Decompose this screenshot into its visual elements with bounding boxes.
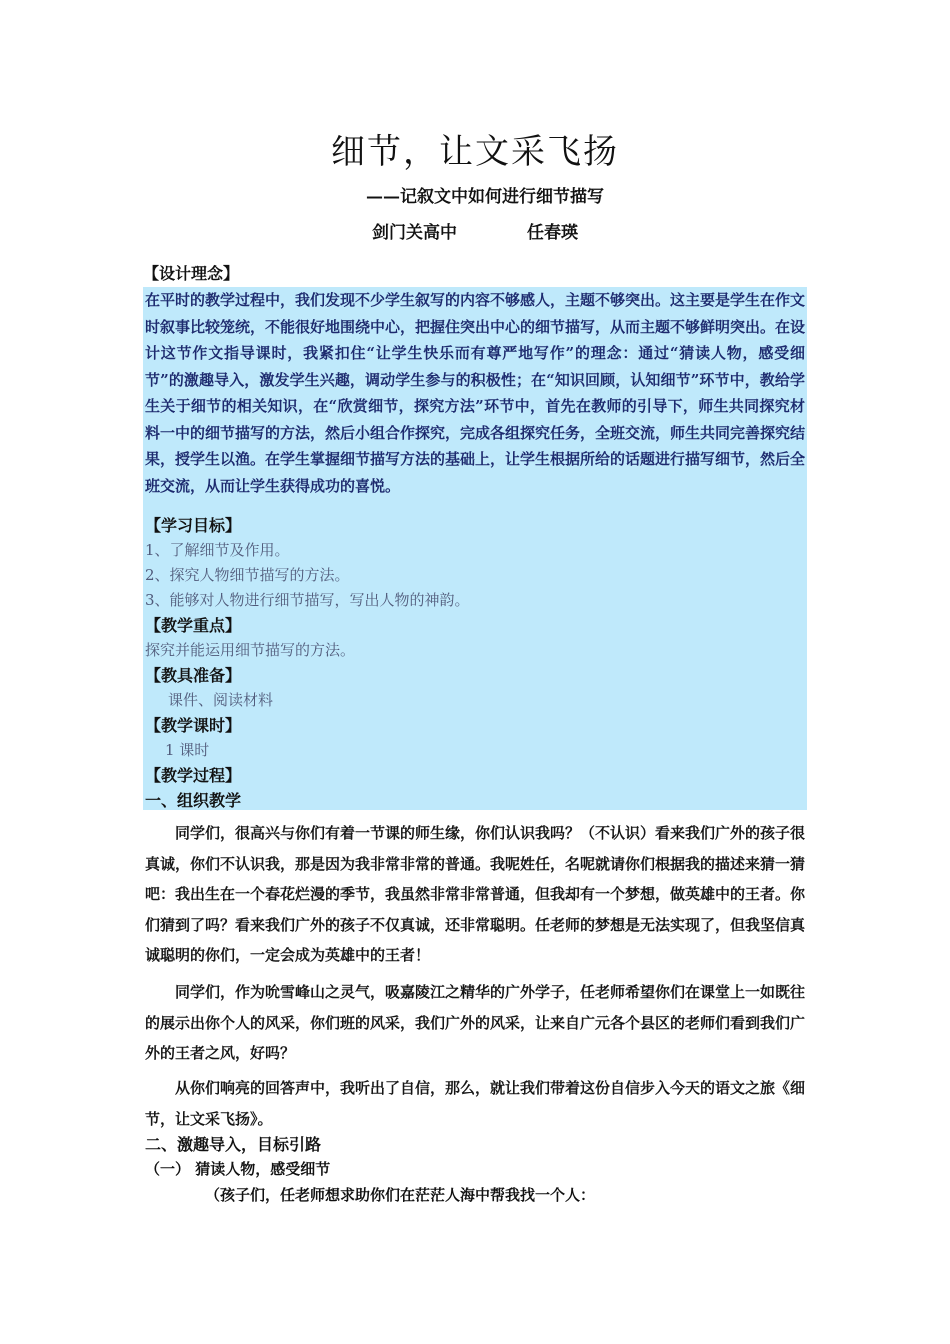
document-title: 细节，让文采飞扬 <box>331 132 619 172</box>
subsection-1-text: （孩子们，任老师想求助你们在茫茫人海中帮我找一个人： <box>205 1186 596 1204</box>
process-label: 【教学过程】 <box>145 766 242 785</box>
design-concept-text: 在平时的教学过程中，我们发现不少学生叙写的内容不够感人，主题不够突出。这主要是学生在作文时叙事比较笼统，不能很好地围绕中心，把握住突出中心的细节描写，从而主题不够鲜明突出。在设计这节作文指导课时，我紧扣住“让学生快乐而有尊严地写作”的理念：通过“猜读人物，感受细节”的激趣导入，激发学生兴趣，调动学生参与的积极性；在“知识回顾，认知细节”环节中，教给学生关于细节的相关知识，在“欣赏细节，探究方法”环节中，首先在教师的引导下，师生共同探究材料一中的细节描写的方法，然后小组合作探究，完成各组探究任务，全班交流，师生共同完善探究结果，授学生以渔。在学生掌握细节描写方法的基础上，让学生根据所给的话题进行描写细节，然后全班交流，从而让学生获得成功的喜悦。 <box>145 291 806 495</box>
author-line <box>0 218 950 243</box>
document-subtitle: ——记叙文中如何进行细节描写 <box>366 187 604 207</box>
author-name: 任春瑛 <box>526 223 578 243</box>
hours-text: 1 课时 <box>165 741 210 759</box>
focus-label: 【教学重点】 <box>145 616 242 635</box>
design-label: 【设计理念】 <box>143 264 240 283</box>
step-2-heading: 二、激趣导入，目标引路 <box>145 1135 322 1154</box>
goal-item-1: 1、了解细节及作用。 <box>145 541 290 559</box>
tools-label: 【教具准备】 <box>145 666 242 685</box>
step-1-heading: 一、组织教学 <box>145 791 242 810</box>
goals-label: 【学习目标】 <box>145 516 242 535</box>
paragraph-3: 从你们响亮的回答声中，我听出了自信，那么，就让我们带着这份自信步入今天的语文之旅《细节，让文采飞扬》。 <box>145 1079 806 1128</box>
goal-item-2: 2、探究人物细节描写的方法。 <box>145 566 350 584</box>
paragraph-2: 同学们，作为吮雪峰山之灵气，吸嘉陵江之精华的广外学子，任老师希望你们在课堂上一如既往的展示出你个人的风采，你们班的风采，我们广外的风采，让来自广元各个县区的老师们看到我们广外的王者之风，好吗？ <box>145 983 806 1062</box>
paragraph-1: 同学们，很高兴与你们有着一节课的师生缘，你们认识我吗？（不认识）看来我们广外的孩子很真诚，你们不认识我，那是因为我非常非常的普通。我呢姓任，名呢就请你们根据我的描述来猜一猜吧：我出生在一个春花烂漫的季节，我虽然非常非常普通，但我却有一个梦想，做英雄中的王者。你们猜到了吗？看来我们广外的孩子不仅真诚，还非常聪明。任老师的梦想是无法实现了，但我坚信真诚聪明的你们，一定会成为英雄中的王者！ <box>145 824 806 964</box>
focus-text: 探究并能运用细节描写的方法。 <box>145 641 356 659</box>
subsection-1-heading: （一） 猜读人物，感受细节 <box>145 1160 331 1178</box>
hours-label: 【教学课时】 <box>145 716 242 735</box>
tools-text: 课件、阅读材料 <box>168 691 274 709</box>
goal-item-3: 3、能够对人物进行细节描写，写出人物的神韵。 <box>145 591 470 609</box>
school-name: 剑门关高中 <box>372 223 458 243</box>
